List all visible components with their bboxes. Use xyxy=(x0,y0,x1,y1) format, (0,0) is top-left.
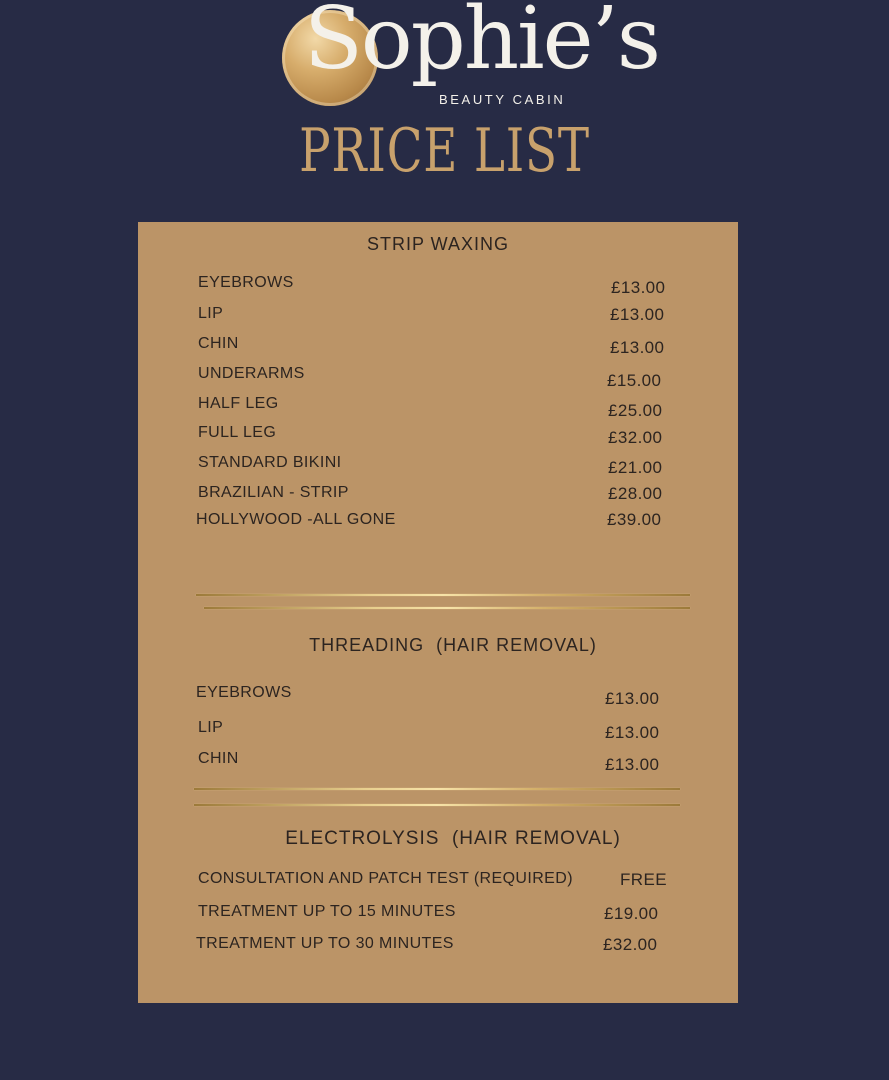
brand-logo xyxy=(280,0,660,118)
item-price: £32.00 xyxy=(603,935,658,954)
price-row xyxy=(138,424,738,446)
price-row xyxy=(138,903,738,925)
brand-subtitle: BEAUTY CABIN xyxy=(439,92,566,107)
gold-divider xyxy=(204,607,690,609)
item-price: £28.00 xyxy=(608,484,663,503)
item-price: £13.00 xyxy=(605,689,660,708)
section-title: THREADING (HAIR REMOVAL) xyxy=(309,635,597,655)
item-name: CONSULTATION AND PATCH TEST (REQUIRED) xyxy=(198,870,573,887)
page-title: PRICE LIST xyxy=(299,116,590,186)
item-price: £13.00 xyxy=(611,278,666,297)
price-row xyxy=(138,274,738,296)
price-row xyxy=(138,719,738,741)
price-row xyxy=(138,365,738,390)
price-row xyxy=(138,935,738,957)
price-row xyxy=(138,454,738,476)
item-name: LIP xyxy=(198,719,224,736)
item-name: STANDARD BIKINI xyxy=(198,454,342,471)
item-price: £19.00 xyxy=(604,904,659,923)
item-price: £13.00 xyxy=(610,305,665,324)
price-card xyxy=(138,222,738,1003)
item-name: HOLLYWOOD -ALL GONE xyxy=(196,511,396,528)
price-row xyxy=(138,305,738,327)
item-price: £15.00 xyxy=(607,371,662,390)
price-row xyxy=(138,750,738,772)
price-row xyxy=(138,870,738,892)
item-name: BRAZILIAN - STRIP xyxy=(198,484,349,501)
item-name: EYEBROWS xyxy=(196,684,292,701)
item-name: CHIN xyxy=(198,335,239,352)
item-name: EYEBROWS xyxy=(198,274,294,291)
item-price: £25.00 xyxy=(608,401,663,420)
item-name: CHIN xyxy=(198,750,239,767)
price-row xyxy=(138,511,738,533)
item-price: £13.00 xyxy=(605,755,660,774)
item-price: £13.00 xyxy=(605,723,660,742)
section-title: STRIP WAXING xyxy=(366,234,510,254)
gold-divider xyxy=(196,594,690,596)
item-name: UNDERARMS xyxy=(198,365,305,382)
price-row xyxy=(138,484,738,506)
item-price: £21.00 xyxy=(608,458,663,477)
item-price: £32.00 xyxy=(608,428,663,447)
item-price: £13.00 xyxy=(610,338,665,357)
gold-divider xyxy=(194,804,680,806)
item-name: HALF LEG xyxy=(198,395,279,412)
item-name: TREATMENT UP TO 30 MINUTES xyxy=(196,935,454,952)
section-title: ELECTROLYSIS (HAIR REMOVAL) xyxy=(285,828,621,849)
item-name: FULL LEG xyxy=(198,424,277,441)
brand-name: Sophie’s xyxy=(304,0,660,89)
price-row xyxy=(138,684,738,706)
item-price: £39.00 xyxy=(607,510,662,529)
item-name: LIP xyxy=(198,305,224,322)
price-row xyxy=(138,395,738,420)
item-name: TREATMENT UP TO 15 MINUTES xyxy=(198,903,456,920)
price-row xyxy=(138,335,738,357)
gold-divider xyxy=(194,788,680,790)
item-price: FREE xyxy=(620,870,667,889)
